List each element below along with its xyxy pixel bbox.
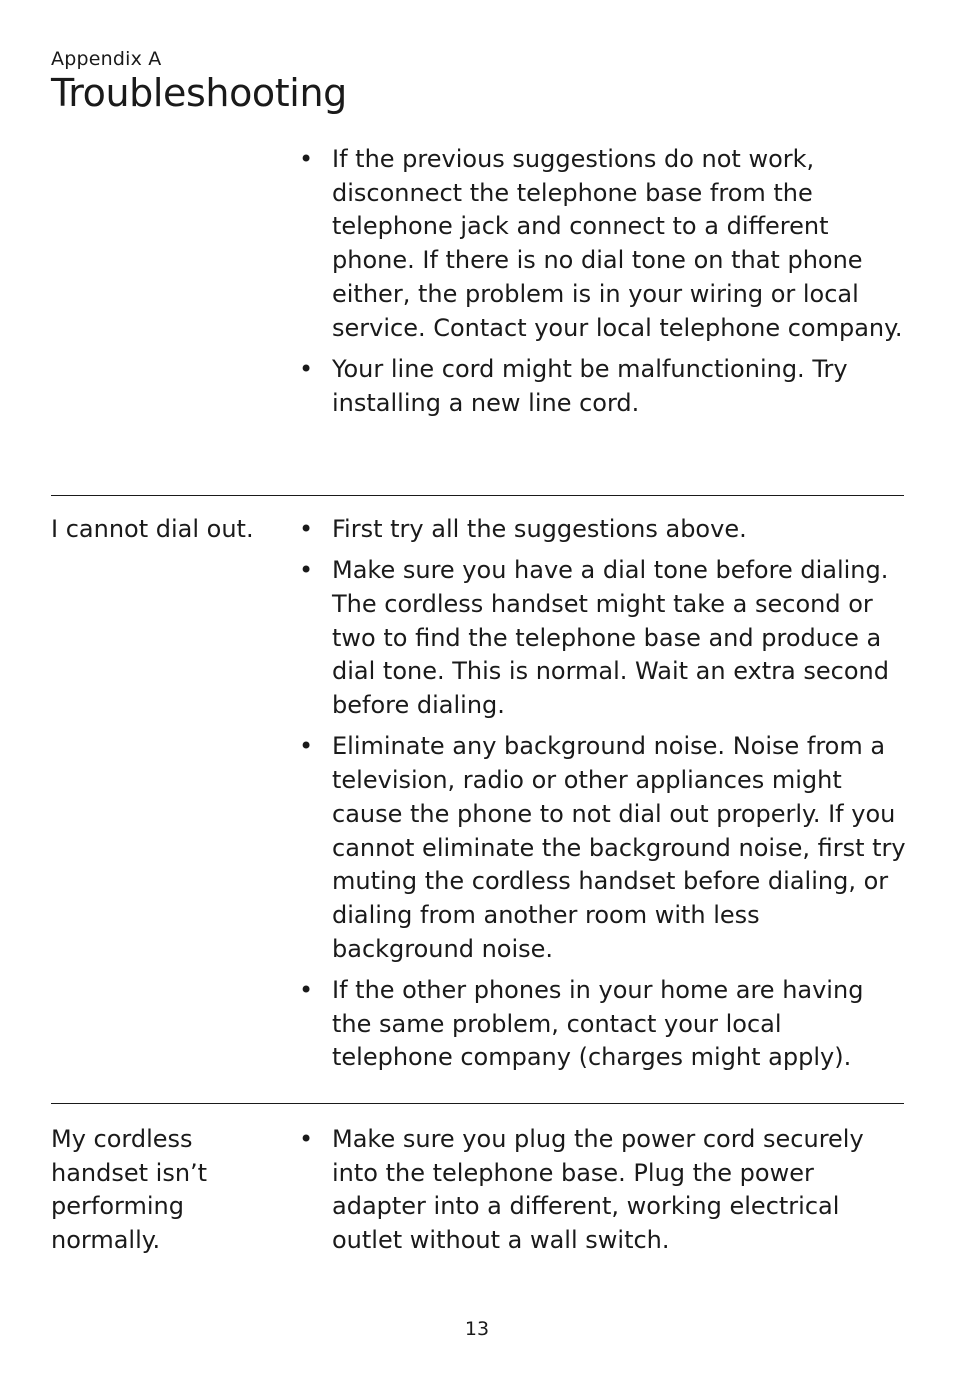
bullet-icon: • (299, 556, 314, 585)
problem-label: My cordless handset isn’t performing normally. (51, 1125, 208, 1255)
page-title: Troubleshooting (51, 71, 347, 115)
solution-item (299, 974, 909, 1075)
bullet-icon: • (299, 1125, 314, 1153)
solution-text: First try all the suggestions above. (332, 515, 747, 543)
solution-list (299, 513, 909, 1083)
solution-list (299, 1123, 909, 1265)
solution-item (299, 730, 909, 966)
solution-item (299, 353, 909, 420)
solution-item (299, 1123, 909, 1258)
section-divider (51, 1103, 904, 1104)
solution-list (299, 143, 909, 428)
solution-text: Eliminate any background noise. Noise from a television, radio or other appliances might cause the phone to not dial out properly. If you cannot eliminate the background noise, first try muting the cordless handset before dialing, or dialing from another room with less background noise. (332, 732, 906, 963)
section-divider (51, 495, 904, 496)
bullet-icon: • (299, 354, 314, 383)
solution-text: Make sure you have a dial tone before dialing. The cordless handset might take a second or two to find the telephone base and produce a dial tone. This is normal. Wait an extra second before dialing. (332, 556, 889, 720)
appendix-label: Appendix A (51, 48, 162, 70)
page-number: 13 (464, 1318, 490, 1340)
bullet-icon: • (299, 145, 314, 173)
bullet-icon: • (299, 732, 314, 761)
solution-text: If the other phones in your home are having the same problem, contact your local telephone company (charges might apply). (332, 975, 864, 1072)
solution-text: Your line cord might be malfunctioning. Try installing a new line cord. (332, 354, 848, 417)
bullet-icon: • (299, 975, 314, 1004)
bullet-icon: • (299, 515, 314, 543)
solution-item (299, 554, 909, 723)
problem-label: I cannot dial out. (51, 515, 254, 543)
solution-text: If the previous suggestions do not work, disconnect the telephone base from the telephone jack and connect to a different phone. If there is no dial tone on that phone either, the problem is in your wiring or local service. Contact your local telephone company. (332, 145, 903, 342)
solution-item (299, 513, 909, 547)
solution-text: Make sure you plug the power cord securely into the telephone base. Plug the power adapter into a different, working electrical outlet without a wall switch. (332, 1125, 864, 1255)
solution-item (299, 143, 909, 345)
